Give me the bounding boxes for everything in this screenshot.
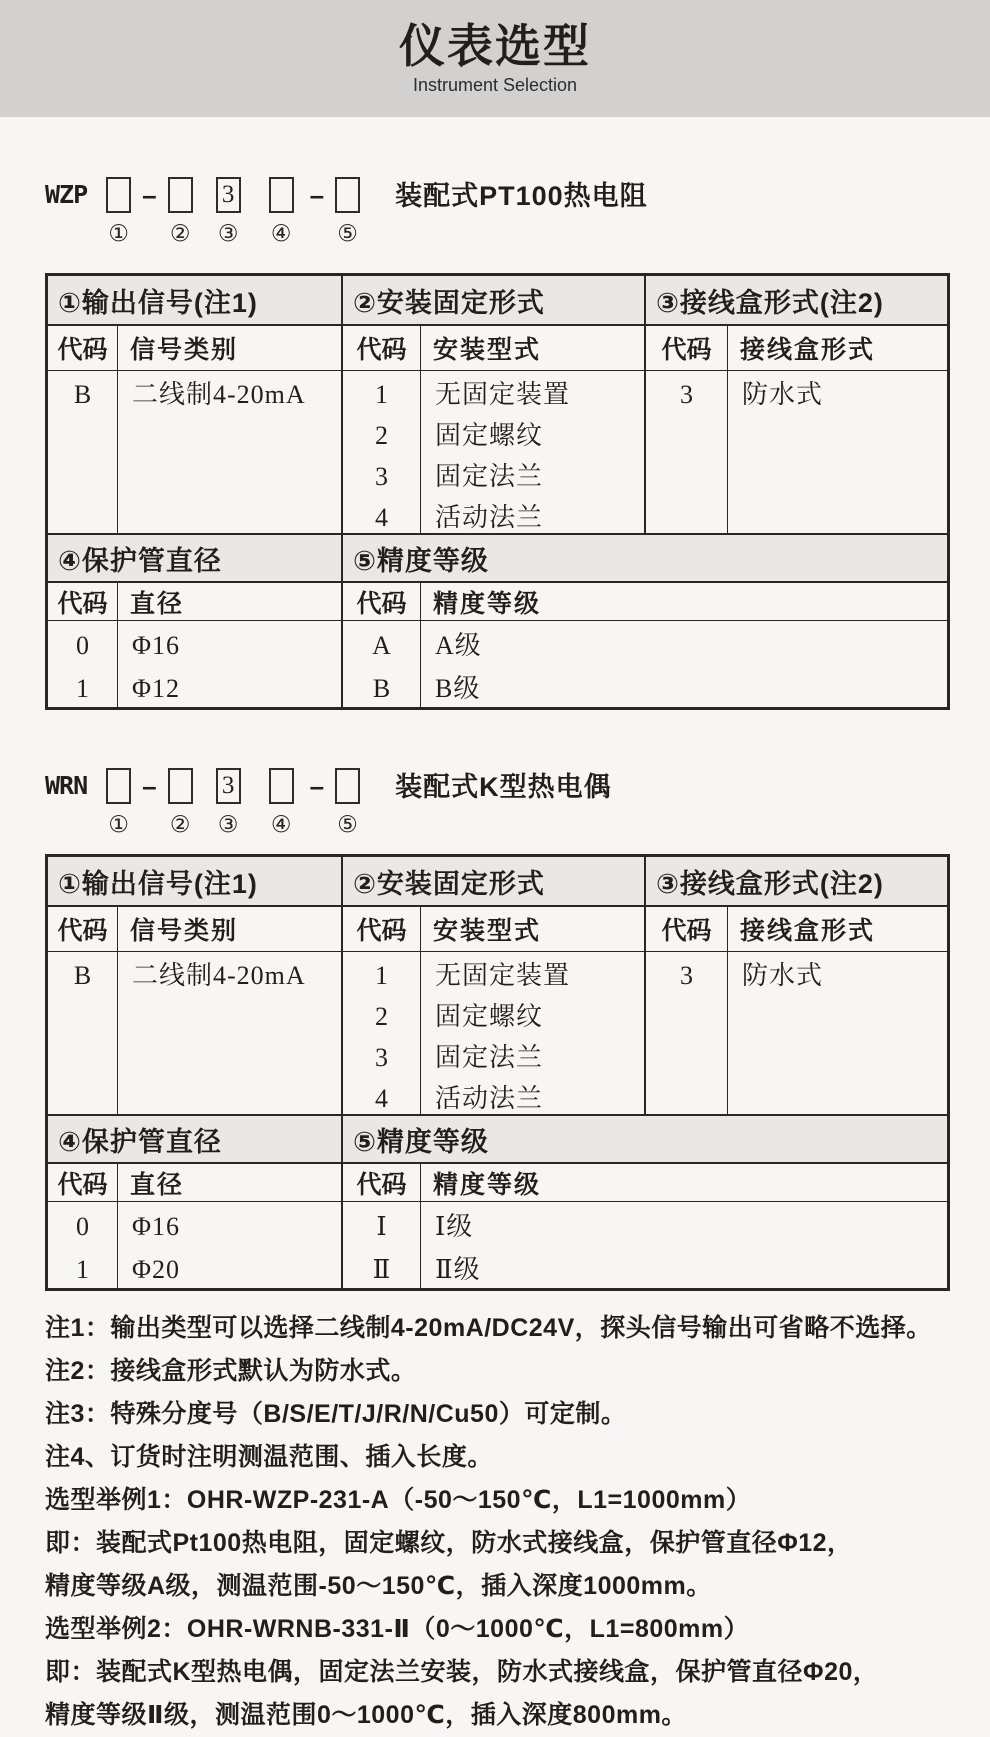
value-cell: Φ16 Φ12 xyxy=(118,621,343,707)
code-box-4 xyxy=(269,768,294,804)
column-header-cell: 代码 xyxy=(48,1164,118,1202)
section-header-cell: ⑤精度等级 xyxy=(343,1116,947,1164)
selection-table-wrn xyxy=(45,854,950,1291)
code-cell: B xyxy=(48,952,118,1116)
position-marker-1: ① xyxy=(108,220,129,246)
code-cell: 3 xyxy=(646,371,728,535)
position-marker-2: ② xyxy=(169,811,191,837)
column-header-cell: 直径 xyxy=(118,1164,343,1202)
section-header-cell: ⑤精度等级 xyxy=(343,535,947,583)
dash-separator: – xyxy=(142,180,157,210)
code-cell: Ⅰ Ⅱ xyxy=(343,1202,421,1288)
code-box-1 xyxy=(106,177,131,213)
column-header-cell: 接线盒形式 xyxy=(728,907,947,952)
column-header-cell: 接线盒形式 xyxy=(728,326,947,371)
code-slot-4 xyxy=(269,768,294,836)
dash-separator: – xyxy=(309,771,325,801)
notes-section xyxy=(45,1307,955,1737)
code-slot-1 xyxy=(106,177,131,245)
position-marker-4: ④ xyxy=(270,811,292,837)
value-cell: Ⅰ级 Ⅱ级 xyxy=(435,1212,481,1284)
selection-example-1-detail2: 精度等级A级，测温范围-50～150℃，插入深度1000mm。 xyxy=(45,1572,712,1600)
column-header-cell: 代码 xyxy=(343,326,421,371)
page-subtitle: Instrument Selection xyxy=(412,75,578,96)
code-box-1 xyxy=(106,768,131,804)
code-cell: 0 1 xyxy=(48,1202,118,1288)
value-cell: A级 B级 xyxy=(435,631,482,703)
value-cell: 防水式 xyxy=(728,371,947,535)
section-header-cell: ①输出信号(注1) xyxy=(48,857,343,907)
section-header-cell: ④保护管直径 xyxy=(48,535,343,583)
code-box-5 xyxy=(335,768,360,804)
column-header-cell: 代码 xyxy=(646,907,728,952)
code-cell: 0 1 xyxy=(48,621,118,707)
position-marker-2: ② xyxy=(169,220,191,246)
code-box-2 xyxy=(168,177,193,213)
code-cell: 3 xyxy=(646,952,728,1116)
column-header-cell: 代码 xyxy=(48,583,118,621)
model-prefix: WRN xyxy=(45,771,88,800)
code-cell: 1 2 3 4 xyxy=(343,371,421,535)
value-cell: 无固定装置 固定螺纹 固定法兰 活动法兰 xyxy=(421,371,646,535)
note-line-1: 注1：输出类型可以选择二线制4-20mA/DC24V，探头信号输出可省略不选择。 xyxy=(45,1314,932,1342)
code-box-3: 3 xyxy=(216,768,241,804)
code-slot-1 xyxy=(106,768,131,836)
code-slot-3 xyxy=(216,768,241,836)
value-cell: 二线制4-20mA xyxy=(118,952,343,1116)
note-line-3: 注3：特殊分度号（B/S/E/T/J/R/N/Cu50）可定制。 xyxy=(45,1400,627,1428)
selection-example-2-detail2: 精度等级Ⅱ级，测温范围0～1000℃，插入深度800mm。 xyxy=(45,1701,687,1729)
selection-example-1: 选型举例1：OHR-WZP-231-A（-50～150℃，L1=1000mm） xyxy=(45,1486,752,1514)
column-header-cell: 代码 xyxy=(646,326,728,371)
code-cell: A B xyxy=(343,621,421,707)
position-marker-4: ④ xyxy=(270,220,292,246)
code-slot-4 xyxy=(269,177,294,245)
code-slot-2 xyxy=(168,177,193,245)
section-header-cell: ①输出信号(注1) xyxy=(48,276,343,326)
section-header-cell: ④保护管直径 xyxy=(48,1116,343,1164)
code-box-4 xyxy=(269,177,294,213)
position-marker-5: ⑤ xyxy=(337,220,358,246)
selection-example-2: 选型举例2：OHR-WRNB-331-Ⅱ（0～1000℃，L1=800mm） xyxy=(45,1615,750,1643)
dash-separator: – xyxy=(142,771,157,801)
page-title: 仪表选型 xyxy=(399,19,591,72)
selection-example-1-detail: 即：装配式Pt100热电阻，固定螺纹，防水式接线盒，保护管直径Φ12， xyxy=(45,1529,853,1557)
section-header-cell: ③接线盒形式(注2) xyxy=(646,276,947,326)
model-prefix: WZP xyxy=(45,180,88,209)
note-line-4: 注4、订货时注明测温范围、插入长度。 xyxy=(45,1443,493,1471)
selection-example-2-detail: 即：装配式K型热电偶，固定法兰安装，防水式接线盒，保护管直径Φ20， xyxy=(45,1658,879,1686)
position-marker-3: ③ xyxy=(217,811,239,837)
header-banner xyxy=(0,0,990,117)
dash-separator: – xyxy=(309,180,325,210)
code-box-5 xyxy=(335,177,360,213)
model-code-line-wrn xyxy=(45,768,990,836)
column-header-cell: 直径 xyxy=(118,583,343,621)
section-header-cell: ③接线盒形式(注2) xyxy=(646,857,947,907)
column-header-cell: 安装型式 xyxy=(421,907,646,952)
selection-table-wzp xyxy=(45,273,950,710)
value-cell: 防水式 xyxy=(728,952,947,1116)
column-header-cell: 精度等级 xyxy=(421,583,947,621)
code-box-3: 3 xyxy=(216,177,241,213)
column-header-cell: 代码 xyxy=(343,583,421,621)
column-header-cell: 信号类别 xyxy=(118,326,343,371)
value-cell: 二线制4-20mA xyxy=(118,371,343,535)
code-slot-5 xyxy=(335,768,360,836)
column-header-cell: 精度等级 xyxy=(421,1164,947,1202)
column-header-cell: 代码 xyxy=(48,326,118,371)
model-description: 装配式K型热电偶 xyxy=(395,772,612,802)
code-cell: B xyxy=(48,371,118,535)
column-header-cell: 信号类别 xyxy=(118,907,343,952)
section-header-cell: ②安装固定形式 xyxy=(343,857,646,907)
code-slot-2 xyxy=(168,768,193,836)
note-line-2: 注2：接线盒形式默认为防水式。 xyxy=(45,1357,417,1385)
code-slot-5 xyxy=(335,177,360,245)
value-cell: 无固定装置 固定螺纹 固定法兰 活动法兰 xyxy=(421,952,646,1116)
value-cell: Φ16 Φ20 xyxy=(118,1202,343,1288)
column-header-cell: 安装型式 xyxy=(421,326,646,371)
position-marker-3: ③ xyxy=(217,220,239,246)
position-marker-5: ⑤ xyxy=(337,811,358,837)
section-header-cell: ②安装固定形式 xyxy=(343,276,646,326)
code-slot-3 xyxy=(216,177,241,245)
column-header-cell: 代码 xyxy=(343,1164,421,1202)
model-description: 装配式PT100热电阻 xyxy=(395,181,648,211)
code-cell: 1 2 3 4 xyxy=(343,952,421,1116)
position-marker-1: ① xyxy=(108,811,129,837)
code-box-2 xyxy=(168,768,193,804)
column-header-cell: 代码 xyxy=(343,907,421,952)
column-header-cell: 代码 xyxy=(48,907,118,952)
model-code-line-wzp xyxy=(45,177,990,245)
